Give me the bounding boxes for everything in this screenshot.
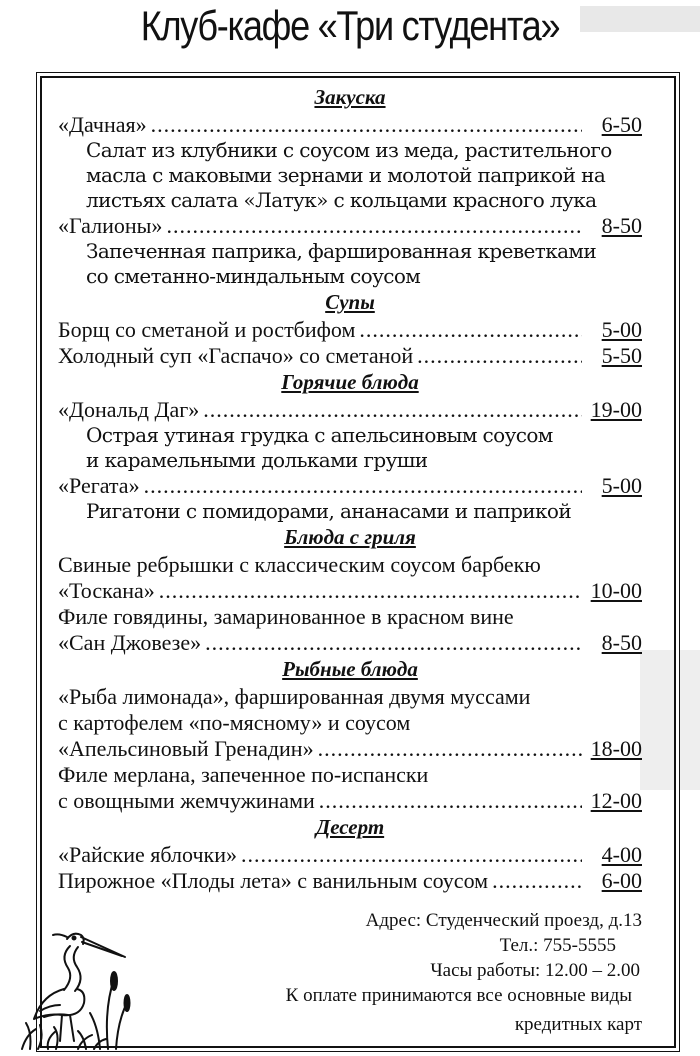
leader-dots (144, 473, 582, 499)
dish-name: Холодный суп «Гаспачо» со сметаной (58, 343, 414, 368)
dish-description (58, 239, 642, 289)
dish-description (58, 138, 642, 213)
payment-text: К оплате принимаются все основные виды (285, 985, 632, 1006)
description-line: со сметанно-миндальным соусом (86, 264, 421, 288)
menu-item (58, 343, 642, 369)
leader-dots (203, 397, 582, 423)
heron-icon (12, 925, 132, 1050)
dish-price: 5-00 (601, 317, 642, 342)
dish-name-line: Филе говядины, замаринованное в красном вине (58, 604, 514, 629)
menu-item (58, 397, 642, 423)
description-line: Ригатони с помидорами, ананасами и паприкой (86, 499, 572, 523)
leader-dots (492, 868, 582, 894)
menu-item (58, 317, 642, 343)
dish-name-line: Филе мерлана, запеченное по-испански (58, 762, 429, 787)
dish-name: «Галионы» (58, 213, 163, 238)
dish-price: 8-50 (601, 213, 642, 238)
section-heading: Блюда с гриля (284, 525, 416, 549)
payment-text: кредитных карт (514, 1014, 642, 1035)
dish-description (58, 499, 642, 524)
dish-name: «Тоскана» (58, 578, 155, 603)
description-line: Салат из клубники с соусом из меда, растительного (86, 138, 612, 162)
leader-dots (151, 112, 582, 138)
dish-name: «Сан Джовезе» (58, 630, 202, 655)
dish-name: «Регата» (58, 473, 140, 498)
section-heading: Горячие блюда (281, 370, 419, 394)
hours-text: Часы работы: 12.00 – 2.00 (430, 960, 640, 981)
leader-dots (166, 213, 582, 239)
menu-item (58, 842, 642, 868)
description-line: листьях салата «Латук» с кольцами красного лука (86, 188, 597, 212)
menu-item (58, 473, 642, 499)
leader-dots (241, 842, 582, 868)
menu-item (58, 736, 642, 762)
leader-dots (359, 317, 582, 343)
dish-price: 8-50 (601, 630, 642, 655)
menu-item (58, 112, 642, 138)
dish-price: 19-00 (590, 397, 642, 422)
menu-content (58, 84, 642, 894)
dish-price: 5-00 (601, 473, 642, 498)
dish-name: с овощными жемчужинами (58, 788, 315, 813)
dish-description (58, 423, 642, 473)
description-line: масла с маковыми зернами и молотой паприкой на (86, 163, 606, 187)
description-line: Запеченная паприка, фаршированная креветками (86, 239, 597, 263)
dish-price: 6-50 (601, 112, 642, 137)
dish-price: 6-00 (601, 868, 642, 893)
dish-price: 10-00 (590, 578, 642, 603)
dish-name: Борщ со сметаной и ростбифом (58, 317, 356, 342)
phone-text: Тел.: 755-5555 (499, 935, 616, 956)
dish-name: «Райские яблочки» (58, 842, 237, 867)
section-heading: Супы (325, 290, 375, 314)
leader-dots (417, 343, 582, 369)
dish-price: 4-00 (601, 842, 642, 867)
dish-name-line: «Рыба лимонада», фаршированная двумя муссами (58, 684, 531, 709)
menu-item (58, 213, 642, 239)
dish-name: «Дональд Даг» (58, 397, 200, 422)
contact-info (82, 908, 642, 1037)
leader-dots (159, 578, 582, 604)
menu-item (58, 868, 642, 894)
address-text: Адрес: Студенческий проезд, д.13 (365, 910, 642, 931)
dish-name: «Апельсиновый Гренадин» (58, 736, 314, 761)
section-heading: Десерт (315, 815, 385, 839)
dish-name: «Дачная» (58, 112, 147, 137)
menu-item (58, 630, 642, 656)
dish-name-line: Свиные ребрышки с классическим соусом барбекю (58, 552, 541, 577)
dish-price: 18-00 (590, 736, 642, 761)
section-heading: Рыбные блюда (282, 657, 418, 681)
description-line: и карамельными дольками груши (86, 448, 428, 472)
menu-item (58, 578, 642, 604)
section-heading: Закуска (314, 85, 386, 109)
page-title: Клуб-кафе «Три студента» (140, 2, 560, 49)
description-line: Острая утиная грудка с апельсиновым соусом (86, 423, 553, 447)
dish-price: 5-50 (601, 343, 642, 368)
leader-dots (205, 630, 582, 656)
dish-name-line: с картофелем «по-мясному» и соусом (58, 710, 411, 735)
leader-dots (318, 736, 582, 762)
dish-price: 12-00 (590, 788, 642, 813)
dish-name: Пирожное «Плоды лета» с ванильным соусом (58, 868, 489, 893)
leader-dots (319, 788, 582, 814)
menu-item (58, 788, 642, 814)
